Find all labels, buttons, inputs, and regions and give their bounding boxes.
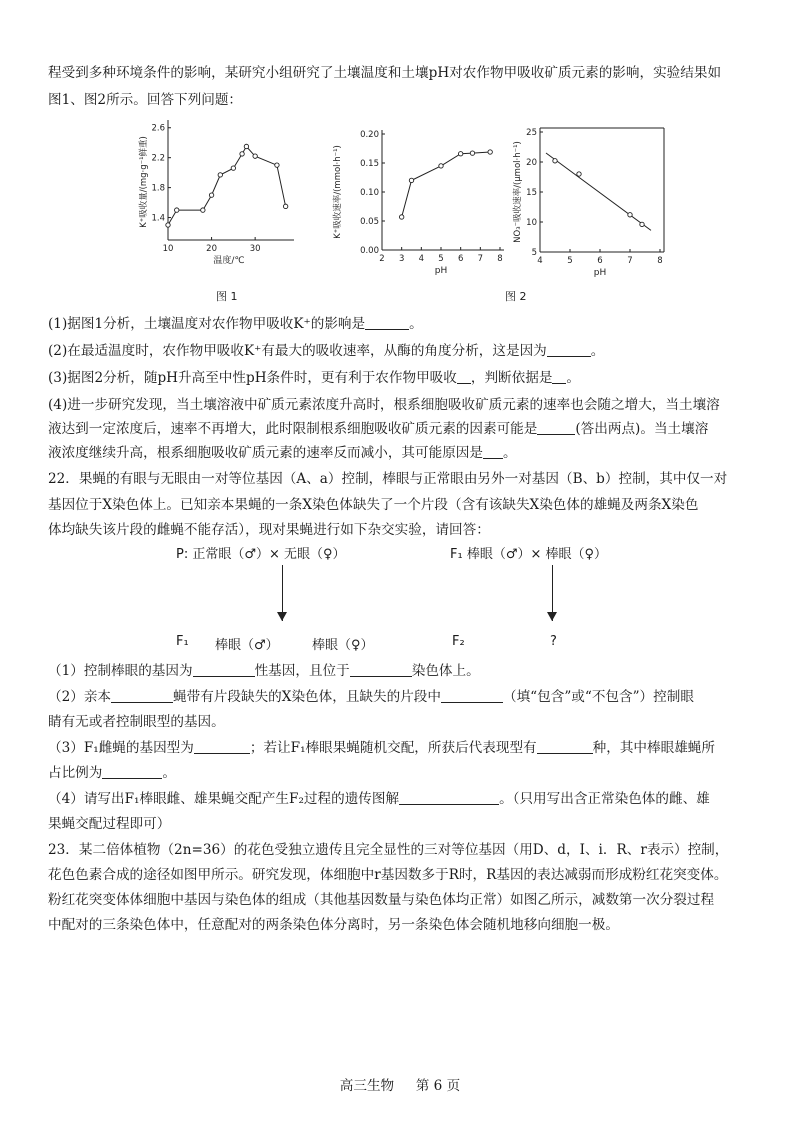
answer-blank[interactable] — [547, 342, 591, 357]
q22-sub4 — [48, 790, 760, 808]
q21-part4-b — [48, 420, 760, 438]
q22-line-1: 22．果蝇的有眼与无眼由一对等位基因（A、a）控制，棒眼与正常眼由另外一对基因（B、b）控制，其中仅一对 — [48, 471, 728, 487]
y-axis-label: K⁺吸收速率/(mmol·h⁻¹) — [333, 145, 343, 239]
y-tick-label: 20 — [526, 158, 537, 168]
q22-sub2-a: （2）亲本 — [48, 689, 112, 705]
y-tick-label: 25 — [526, 128, 537, 138]
x-tick-label: 4 — [418, 254, 425, 264]
x-axis-label: 温度/℃ — [213, 256, 245, 266]
x-tick-label: 5 — [438, 254, 444, 264]
figure-2-caption: 图 2 — [505, 290, 527, 303]
data-point — [209, 193, 213, 197]
figure-1-chart — [138, 114, 308, 284]
answer-blank[interactable] — [194, 739, 250, 754]
q21-part3: (3)据图2分析，随pH升高至中性pH条件时，更有利于农作物甲吸收 ，判断依据是 。 — [48, 370, 581, 386]
answer-blank[interactable] — [111, 688, 173, 703]
x-tick-label: 5 — [567, 256, 573, 266]
f2-unknown: ? — [550, 634, 557, 649]
data-point — [577, 172, 581, 176]
f1-male: 棒眼（♂） — [215, 638, 279, 653]
data-point — [283, 204, 287, 208]
x-tick-label: 8 — [497, 254, 503, 264]
q22-sub2-c: （填“包含”或“不包含”）控制眼 — [503, 689, 694, 705]
x-axis-label: pH — [434, 266, 448, 276]
answer-blank[interactable] — [483, 444, 503, 459]
answer-blank[interactable] — [193, 662, 255, 677]
f1-label: F₁ — [176, 634, 189, 649]
y-tick-label: 1.8 — [151, 183, 165, 194]
data-point — [201, 208, 205, 212]
cross-arrowhead-right — [547, 612, 557, 621]
y-tick-label: 0.15 — [360, 159, 379, 169]
data-point — [244, 144, 248, 148]
data-point — [275, 163, 279, 167]
answer-blank[interactable] — [350, 662, 412, 677]
data-point — [439, 164, 443, 168]
data-point — [409, 178, 413, 182]
intro-line-2: 图1、图2所示。回答下列问题： — [48, 92, 243, 108]
answer-blank[interactable] — [537, 739, 593, 754]
data-point — [628, 213, 632, 217]
x-tick-label: 8 — [657, 256, 663, 266]
x-tick-label: 6 — [457, 254, 464, 264]
y-tick-label: 1.4 — [151, 213, 165, 224]
q23-line-4: 中配对的三条染色体中，任意配对的两条染色体分离时，另一条染色体会随机地移向细胞一极。 — [48, 917, 619, 933]
q22-sub4-b: 。（只用写出含正常染色体的雌、雄 — [499, 791, 710, 807]
x-tick-label: 7 — [477, 254, 484, 264]
q22-sub3-d: 占比例为 — [48, 765, 103, 781]
answer-blank[interactable] — [552, 369, 566, 384]
q22-sub2-b: 蝇带有片段缺失的X染色体，且缺失的片段中 — [173, 689, 441, 705]
q21-part4-c: 液浓度继续升高，根系细胞吸收矿质元素的速率反而减小，其可能原因是 。 — [48, 445, 517, 461]
y-tick-label: 0.05 — [360, 217, 379, 227]
data-point — [253, 154, 257, 158]
y-tick-label: 0.20 — [360, 130, 379, 140]
answer-blank[interactable] — [102, 764, 162, 779]
y-axis-label: NO₃⁻吸收速率/(μmol·h⁻¹) — [513, 141, 523, 243]
fig1-plot — [138, 120, 294, 266]
q22-sub3-e: 。 — [162, 765, 176, 781]
q21-part1-text: (1)据图1分析，土壤温度对农作物甲吸收K⁺的影响是 — [48, 316, 366, 332]
x-tick-label: 30 — [249, 244, 261, 254]
data-point — [640, 222, 644, 226]
y-tick-label: 0.00 — [360, 246, 379, 256]
q22-sub1-b: 性基因，且位于 — [254, 663, 350, 679]
data-point — [166, 223, 170, 227]
data-point — [470, 151, 474, 155]
y-tick-label: 10 — [526, 218, 537, 228]
q22-sub4-a: （4）请写出F₁棒眼雌、雄果蝇交配产生F₂过程的遗传图解 — [48, 791, 400, 807]
q22-sub2-cont: 睛有无或者控制眼型的基因。 — [48, 714, 225, 730]
cross-arrowhead-left — [277, 612, 287, 621]
cross-parents: P: 正常眼（♂）× 无眼（♀） — [176, 547, 346, 562]
y-tick-label: 2.2 — [151, 153, 165, 164]
q21-part4-b-text: 液达到一定浓度后，速率不再增大，此时限制根系细胞吸收矿质元素的因素可能是 — [48, 421, 538, 437]
q21-part2: (2)在最适温度时，农作物甲吸收K⁺有最大的吸收速率，从酶的角度分析，这是因为 。 — [48, 343, 605, 359]
figure-1-caption: 图 1 — [216, 290, 238, 303]
y-tick-label: 15 — [526, 188, 537, 198]
q23-line-2: 花色色素合成的途径如图甲所示。研究发现，体细胞中r基因数多于R时，R基因的表达减弱而形成粉红花突变体。 — [48, 867, 728, 883]
f2-label: F₂ — [452, 634, 465, 649]
x-tick-label: 10 — [162, 244, 174, 254]
data-point — [488, 150, 492, 154]
q23-line-3: 粉红花突变体体细胞中基因与染色体的组成（其他基因数量与染色体均正常）如图乙所示，减数第一次分裂过程 — [48, 892, 715, 908]
answer-blank[interactable] — [457, 369, 471, 384]
q22-sub3-a: （3）F₁雌蝇的基因型为 — [48, 740, 194, 756]
q23-line-1: 23．某二倍体植物（2n=36）的花色受独立遗传且完全显性的三对等位基因（用D、d，I、i．R、r表示）控制， — [48, 842, 729, 858]
answer-blank[interactable] — [365, 315, 409, 330]
y-axis-label: K⁺吸收量/(mg·g⁻¹鲜重) — [139, 136, 149, 228]
q22-line-2: 基因位于X染色体上。已知亲本果蝇的一条X染色体缺失了一个片段（含有该缺失X染色体的雄蝇及两条X染色 — [48, 497, 699, 513]
fit-line — [546, 153, 651, 230]
q22-sub1-c: 染色体上。 — [411, 663, 480, 679]
f1-female: 棒眼（♀） — [312, 638, 374, 653]
x-tick-label: 4 — [537, 256, 543, 266]
fig2a-plot — [332, 130, 504, 276]
data-point — [175, 208, 179, 212]
q22-line-3: 体均缺失该片段的雌蝇不能存活），现对果蝇进行如下杂交实验，请回答： — [48, 522, 490, 538]
x-tick-label: 20 — [206, 244, 217, 254]
data-point — [231, 166, 235, 170]
q21-part4-c-text: 液浓度继续升高，根系细胞吸收矿质元素的速率反而减小，其可能原因是 — [48, 445, 483, 461]
figure-2a-chart — [330, 122, 510, 282]
data-point — [399, 215, 403, 219]
q22-sub1-a: （1）控制棒眼的基因为 — [48, 663, 193, 679]
data-point — [240, 152, 244, 156]
q21-part4-a: (4)进一步研究发现，当土壤溶液中矿质元素浓度升高时，根系细胞吸收矿质元素的速率也会随之增大，当土壤溶 — [48, 397, 720, 413]
y-tick-label: 2.6 — [151, 123, 165, 134]
footer-page: 第 6 页 — [415, 1078, 461, 1094]
y-tick-label: 5 — [531, 248, 537, 258]
answer-blank[interactable] — [537, 420, 575, 435]
series-line — [168, 147, 286, 226]
q21-part3-text: (3)据图2分析，随pH升高至中性pH条件时，更有利于农作物甲吸收 — [48, 370, 457, 386]
q21-part2-text: (2)在最适温度时，农作物甲吸收K⁺有最大的吸收速率，从酶的角度分析，这是因为 — [48, 343, 547, 359]
intro-line-1: 程受到多种环境条件的影响，某研究小组研究了土壤温度和土壤pH对农作物甲吸收矿质元素的影响，实验结果如 — [48, 65, 722, 81]
answer-blank[interactable] — [399, 790, 499, 805]
fig2b-plot — [512, 128, 664, 278]
q22-sub2 — [48, 688, 760, 706]
series-line — [402, 152, 491, 217]
data-point — [218, 173, 222, 177]
q22-sub3-cont — [48, 764, 760, 782]
q22-sub3-b: ；若让F₁棒眼果蝇随机交配，所获后代表现型有 — [249, 740, 537, 756]
q22-sub3 — [48, 739, 760, 757]
cross-f1: F₁ 棒眼（♂）× 棒眼（♀） — [450, 547, 608, 562]
q21-part1: (1)据图1分析，土壤温度对农作物甲吸收K⁺的影响是 。 — [48, 316, 423, 332]
q21-part4-b-text2: (答出两点)。当土壤溶 — [575, 421, 709, 437]
x-tick-label: 6 — [597, 256, 603, 266]
answer-blank[interactable] — [441, 688, 503, 703]
footer-subject: 高三生物 — [339, 1078, 395, 1094]
y-tick-label: 0.10 — [360, 188, 379, 198]
q21-part3-text-b: ，判断依据是 — [470, 370, 553, 386]
x-tick-label: 2 — [379, 254, 385, 264]
data-point — [553, 159, 557, 163]
figure-2b-chart — [510, 116, 680, 282]
q22-sub4-cont: 果蝇交配过程即可） — [48, 816, 171, 832]
x-axis-label: pH — [593, 268, 607, 278]
q22-sub3-c: 种，其中棒眼雄蝇所 — [592, 740, 715, 756]
x-tick-label: 3 — [398, 254, 405, 264]
q22-sub1 — [48, 662, 760, 680]
x-tick-label: 7 — [627, 256, 633, 266]
data-point — [458, 152, 462, 156]
page-footer — [0, 1074, 800, 1094]
